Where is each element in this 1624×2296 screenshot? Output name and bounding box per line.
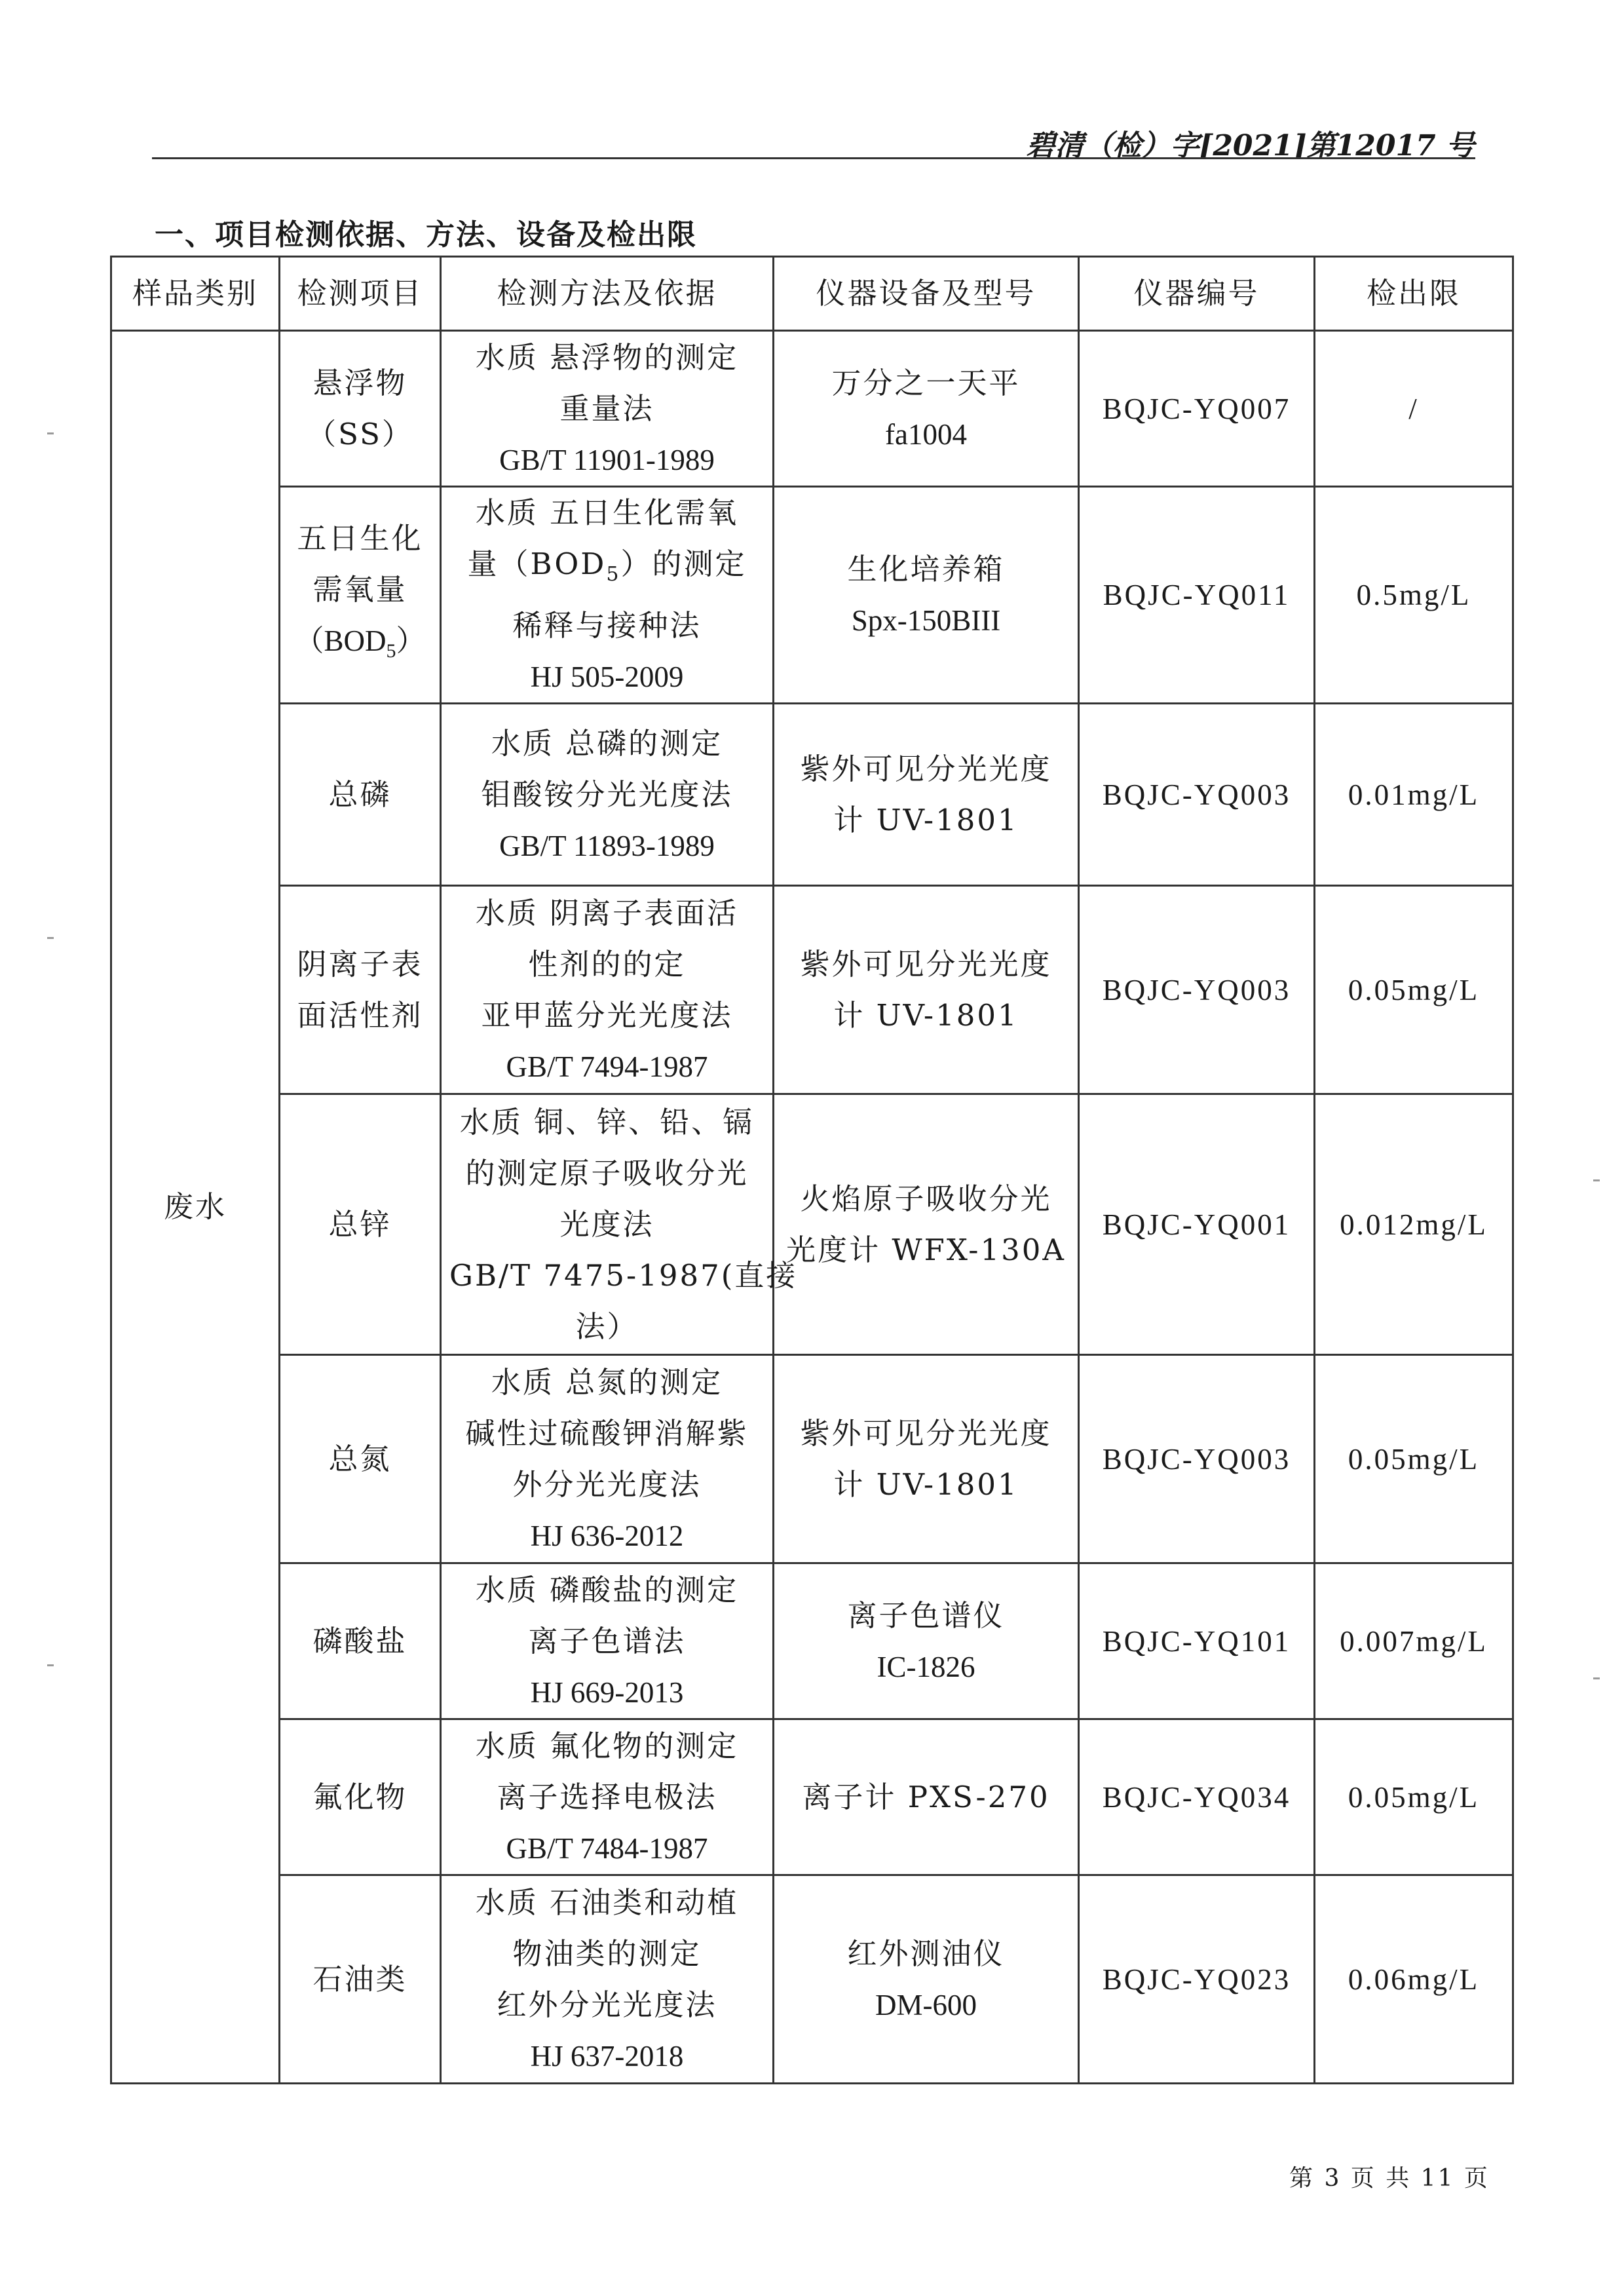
table-row bbox=[111, 1719, 1513, 1875]
scan-speck bbox=[47, 937, 54, 939]
detection-limit-cell: 0.05mg/L bbox=[1315, 1355, 1513, 1563]
instrument-number-cell: BQJC-YQ003 bbox=[1079, 886, 1315, 1094]
scan-speck bbox=[47, 1664, 54, 1666]
table-row bbox=[111, 1355, 1513, 1563]
detection-limit-cell: / bbox=[1315, 331, 1513, 487]
test-item-cell: 阴离子表 面活性剂 bbox=[280, 886, 441, 1094]
instrument-number-cell: BQJC-YQ007 bbox=[1079, 331, 1315, 487]
detection-limit-cell: 0.012mg/L bbox=[1315, 1094, 1513, 1355]
header-rule bbox=[152, 157, 1475, 159]
table-row bbox=[111, 487, 1513, 704]
method-cell: 水质 石油类和动植 物油类的测定 红外分光光度法 HJ 637-2018 bbox=[441, 1875, 774, 2084]
test-item-cell: 石油类 bbox=[280, 1875, 441, 2084]
test-item-cell: 磷酸盐 bbox=[280, 1563, 441, 1719]
method-cell: 水质 铜、锌、铅、镉 的测定原子吸收分光 光度法 GB/T 7475-1987(直接 法） bbox=[441, 1094, 774, 1355]
page-number: 第 3 页 共 11 页 bbox=[1289, 2165, 1490, 2192]
method-cell: 水质 磷酸盐的测定 离子色谱法 HJ 669-2013 bbox=[441, 1563, 774, 1719]
detection-limit-cell: 0.007mg/L bbox=[1315, 1563, 1513, 1719]
table-row bbox=[111, 331, 1513, 487]
test-item-cell: 总锌 bbox=[280, 1094, 441, 1355]
header-test-item: 检测项目 bbox=[280, 257, 441, 331]
instrument-number-cell: BQJC-YQ001 bbox=[1079, 1094, 1315, 1355]
method-cell: 水质 氟化物的测定 离子选择电极法 GB/T 7484-1987 bbox=[441, 1719, 774, 1875]
document-number: 碧清（检）字[2021]第12017 号 bbox=[1026, 129, 1475, 163]
detection-limit-cell: 0.5mg/L bbox=[1315, 487, 1513, 704]
method-cell: 水质 阴离子表面活 性剂的的定 亚甲蓝分光光度法 GB/T 7494-1987 bbox=[441, 886, 774, 1094]
scan-speck bbox=[1593, 1677, 1600, 1679]
test-item-cell: 总氮 bbox=[280, 1355, 441, 1563]
header-instrument-number: 仪器编号 bbox=[1079, 257, 1315, 331]
instrument-number-cell: BQJC-YQ003 bbox=[1079, 704, 1315, 886]
method-cell: 水质 总氮的测定 碱性过硫酸钾消解紫 外分光光度法 HJ 636-2012 bbox=[441, 1355, 774, 1563]
instrument-cell: 红外测油仪 DM-600 bbox=[774, 1875, 1079, 2084]
table-header-row bbox=[111, 257, 1513, 331]
instrument-number-cell: BQJC-YQ003 bbox=[1079, 1355, 1315, 1563]
sample-category-cell: 废水 bbox=[111, 331, 280, 2084]
test-item-cell: 悬浮物 （SS） bbox=[280, 331, 441, 487]
section-title: 一、项目检测依据、方法、设备及检出限 bbox=[155, 218, 697, 252]
detection-limit-cell: 0.05mg/L bbox=[1315, 1719, 1513, 1875]
test-item-cell: 总磷 bbox=[280, 704, 441, 886]
detection-limit-cell: 0.06mg/L bbox=[1315, 1875, 1513, 2084]
instrument-number-cell: BQJC-YQ101 bbox=[1079, 1563, 1315, 1719]
instrument-cell: 离子计 PXS-270 bbox=[774, 1719, 1079, 1875]
header-sample-category: 样品类别 bbox=[111, 257, 280, 331]
scan-speck bbox=[1593, 1179, 1600, 1181]
instrument-number-cell: BQJC-YQ034 bbox=[1079, 1719, 1315, 1875]
instrument-cell: 火焰原子吸收分光 光度计 WFX-130A bbox=[774, 1094, 1079, 1355]
method-cell: 水质 悬浮物的测定 重量法 GB/T 11901-1989 bbox=[441, 331, 774, 487]
method-cell: 水质 五日生化需氧 量$(BOD_5)$的测定 稀释与接种法 HJ 505-2009 bbox=[441, 487, 774, 704]
table-row bbox=[111, 1094, 1513, 1355]
instrument-number-cell: BQJC-YQ011 bbox=[1079, 487, 1315, 704]
scan-speck bbox=[47, 432, 54, 434]
detection-methods-table bbox=[110, 256, 1514, 2084]
instrument-cell: 紫外可见分光光度 计 UV-1801 bbox=[774, 886, 1079, 1094]
test-item-cell: 氟化物 bbox=[280, 1719, 441, 1875]
header-method-basis: 检测方法及依据 bbox=[441, 257, 774, 331]
detection-limit-cell: 0.05mg/L bbox=[1315, 886, 1513, 1094]
table-row bbox=[111, 704, 1513, 886]
detection-limit-cell: 0.01mg/L bbox=[1315, 704, 1513, 886]
test-item-cell: 五日生化 需氧量 $(BOD_5)$ bbox=[280, 487, 441, 704]
table-row bbox=[111, 1563, 1513, 1719]
instrument-number-cell: BQJC-YQ023 bbox=[1079, 1875, 1315, 2084]
instrument-cell: 紫外可见分光光度 计 UV-1801 bbox=[774, 704, 1079, 886]
table-row bbox=[111, 886, 1513, 1094]
instrument-cell: 万分之一天平 fa1004 bbox=[774, 331, 1079, 487]
table-row bbox=[111, 1875, 1513, 2084]
instrument-cell: 离子色谱仪 IC-1826 bbox=[774, 1563, 1079, 1719]
method-cell: 水质 总磷的测定 钼酸铵分光光度法 GB/T 11893-1989 bbox=[441, 704, 774, 886]
instrument-cell: 生化培养箱 Spx-150BIII bbox=[774, 487, 1079, 704]
instrument-cell: 紫外可见分光光度 计 UV-1801 bbox=[774, 1355, 1079, 1563]
header-detection-limit: 检出限 bbox=[1315, 257, 1513, 331]
header-instrument-model: 仪器设备及型号 bbox=[774, 257, 1079, 331]
